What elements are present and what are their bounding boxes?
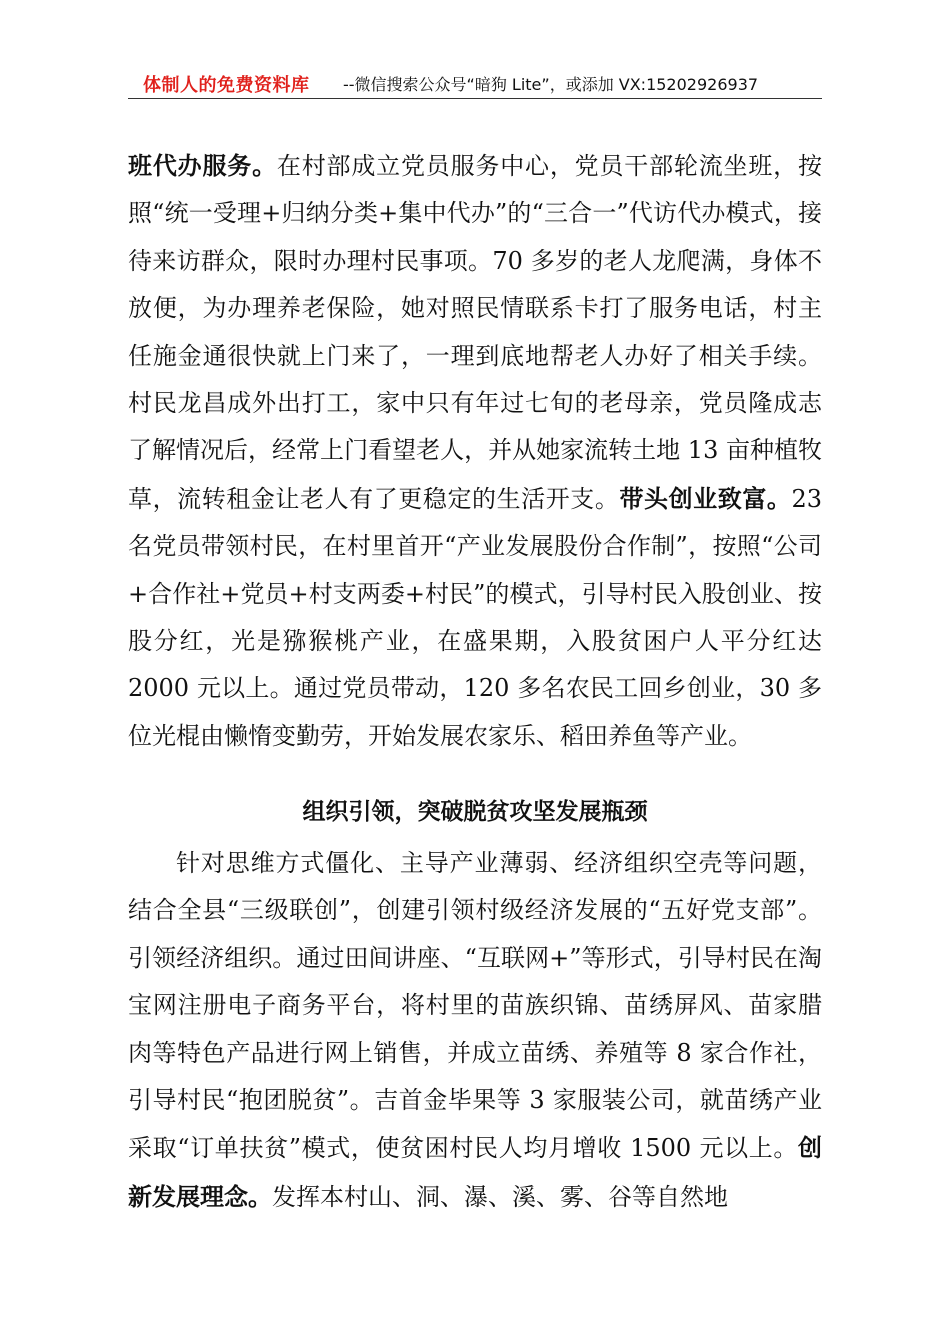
page-header (128, 68, 822, 99)
lead-in-innovation: 创新发展理念。 (128, 1133, 822, 1211)
paragraph1-text-a: 在村部成立党员服务中心，党员干部轮流坐班，按照“统一受理+归纳分类+集中代办”的“三合一”代访代办模式，接待来访群众，限时办理村民事项。70 多岁的老人龙爬满，身体不放便，为办理养老保险，她对照民情联系卡打了服务电话，村主任施金通很快就上门来了，一理到底地帮老人办好了相关手续。村民龙昌成外出打工，家中只有年过七旬的老母亲，党员隆成志了解情况后，经常上门看望老人，并从她家流转土地 13 亩种植牧草，流转租金让老人有了更稳定的生活开支。 (128, 152, 823, 513)
lead-in-economic-org: 引领经济组织。 (128, 943, 297, 972)
body-paragraph-2 (128, 840, 822, 1221)
paragraph2-text-b: 发挥本村山、洞、瀑、溪、雾、谷等自然地 (272, 1182, 728, 1211)
header-note: --微信搜索公众号“暗狗 Lite”，或添加 VX:15202926937 (343, 75, 759, 94)
section-heading: 组织引领，突破脱贫攻坚发展瓶颈 (302, 799, 648, 825)
paragraph2-text-a: 通过田间讲座、“互联网+”等形式，引导村民在淘宝网注册电子商务平台，将村里的苗族织锦、苗绣屏风、苗家腊肉等特色产品进行网上销售，并成立苗绣、养殖等 8 家合作社，引导村民“抱团脱贫”。吉首金毕果等 3 家服装公司，就苗绣产业采取“订单扶贫”模式，使贫困村民人均月增收 1500 元以上。 (128, 943, 822, 1163)
lead-in-entrepreneurship: 带头创业致富。 (619, 483, 792, 513)
paragraph1-text-b: 23 名党员带领村民，在村里首开“产业发展股份合作制”，按照“公司+合作社+党员+村支两委+村民”的模式，引导村民入股创业、按股分红，光是猕猴桃产业，在盛果期，入股贫困户人平分红达 2000 元以上。通过党员带动，120 多名农民工回乡创业，30 多位光棍由懒惰变勤劳，开始发展农家乐、稻田养鱼等产业。 (128, 484, 823, 750)
body-paragraph-1 (128, 142, 822, 760)
lead-in-service: 班代办服务。 (128, 151, 277, 180)
header-brand: 体制人的免费资料库 (143, 75, 310, 96)
paragraph2-intro: 针对思维方式僵化、主导产业薄弱、经济组织空壳等问题，结合全县“三级联创”，创建引领村级经济发展的“五好党支部”。 (128, 849, 822, 925)
